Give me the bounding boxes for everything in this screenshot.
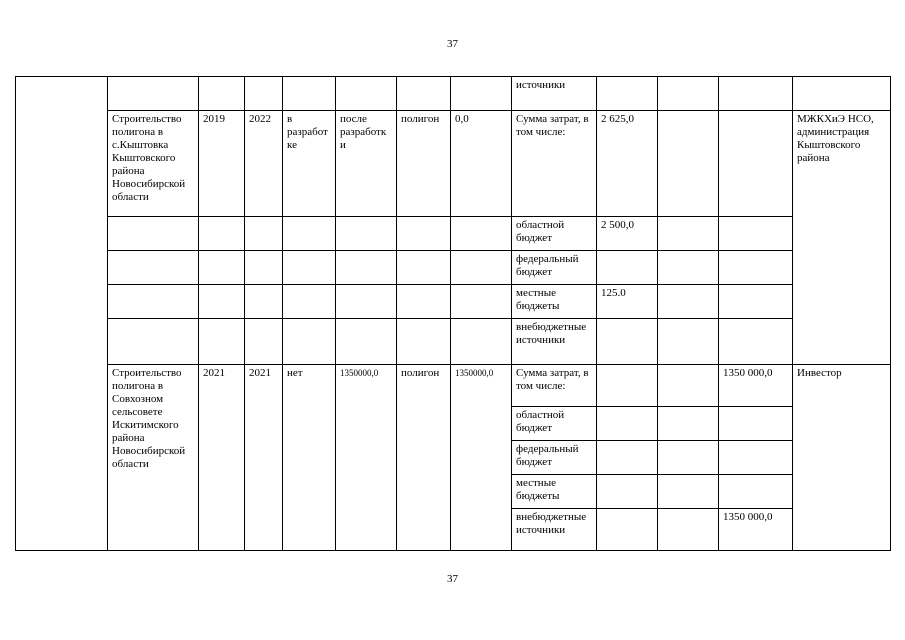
funding-value: 1350 000,0	[719, 509, 793, 551]
funding-value: 2 500,0	[597, 217, 658, 251]
funding-label: Сумма затрат, в том числе:	[512, 111, 597, 217]
funding-value	[658, 365, 719, 407]
funding-label: внебюджетные источники	[512, 509, 597, 551]
funding-value	[597, 441, 658, 475]
funding-label: областной бюджет	[512, 407, 597, 441]
page-number-top: 37	[447, 38, 458, 50]
project-name: Строительство полигона в с.Кыштовка Кыштовского района Новосибирской области	[108, 111, 199, 217]
sources-cell: источники	[512, 77, 597, 111]
capacity-cell: 0,0	[451, 111, 512, 217]
funding-value	[597, 509, 658, 551]
funding-value	[597, 251, 658, 285]
empty-first-column	[16, 77, 108, 551]
table-row	[16, 251, 891, 285]
funding-value	[719, 441, 793, 475]
executor-cell: МЖКХиЭ НСО, администрация Кыштовского района	[793, 111, 891, 365]
funding-value	[719, 407, 793, 441]
funding-value	[597, 319, 658, 365]
status-cell: нет	[283, 365, 336, 551]
funding-label: федеральный бюджет	[512, 441, 597, 475]
funding-value	[658, 217, 719, 251]
table-row	[16, 111, 891, 217]
table-row	[16, 365, 891, 407]
funding-value	[658, 285, 719, 319]
investment-table	[15, 76, 891, 551]
funding-value	[658, 441, 719, 475]
table-row	[16, 285, 891, 319]
end-year: 2022	[245, 111, 283, 217]
funding-value	[719, 475, 793, 509]
funding-value	[658, 251, 719, 285]
page-number-bottom: 37	[447, 573, 458, 585]
end-year: 2021	[245, 365, 283, 551]
funding-value	[719, 319, 793, 365]
funding-label: внебюджетные источники	[512, 319, 597, 365]
table-row	[16, 217, 891, 251]
type-cell: полигон	[397, 111, 451, 217]
funding-value	[658, 475, 719, 509]
funding-value	[658, 111, 719, 217]
funding-value: 1350 000,0	[719, 365, 793, 407]
after-cell: после разработки	[336, 111, 397, 217]
table-row	[16, 319, 891, 365]
funding-value	[597, 365, 658, 407]
funding-label: областной бюджет	[512, 217, 597, 251]
funding-label: местные бюджеты	[512, 475, 597, 509]
funding-value: 2 625,0	[597, 111, 658, 217]
funding-value	[719, 217, 793, 251]
after-cell: 1350000,0	[336, 365, 397, 551]
funding-value	[597, 475, 658, 509]
start-year: 2021	[199, 365, 245, 551]
funding-label: Сумма затрат, в том числе:	[512, 365, 597, 407]
status-cell: в разработке	[283, 111, 336, 217]
type-cell: полигон	[397, 365, 451, 551]
start-year: 2019	[199, 111, 245, 217]
funding-label: федеральный бюджет	[512, 251, 597, 285]
funding-value: 125.0	[597, 285, 658, 319]
funding-value	[597, 407, 658, 441]
capacity-cell: 1350000,0	[451, 365, 512, 551]
funding-value	[719, 111, 793, 217]
funding-value	[658, 509, 719, 551]
funding-value	[658, 319, 719, 365]
table-row	[16, 77, 891, 111]
funding-value	[719, 285, 793, 319]
funding-value	[658, 407, 719, 441]
executor-cell: Инвестор	[793, 365, 891, 551]
funding-label: местные бюджеты	[512, 285, 597, 319]
funding-value	[719, 251, 793, 285]
project-name: Строительство полигона в Совхозном сельсовете Искитимского района Новосибирской области	[108, 365, 199, 551]
